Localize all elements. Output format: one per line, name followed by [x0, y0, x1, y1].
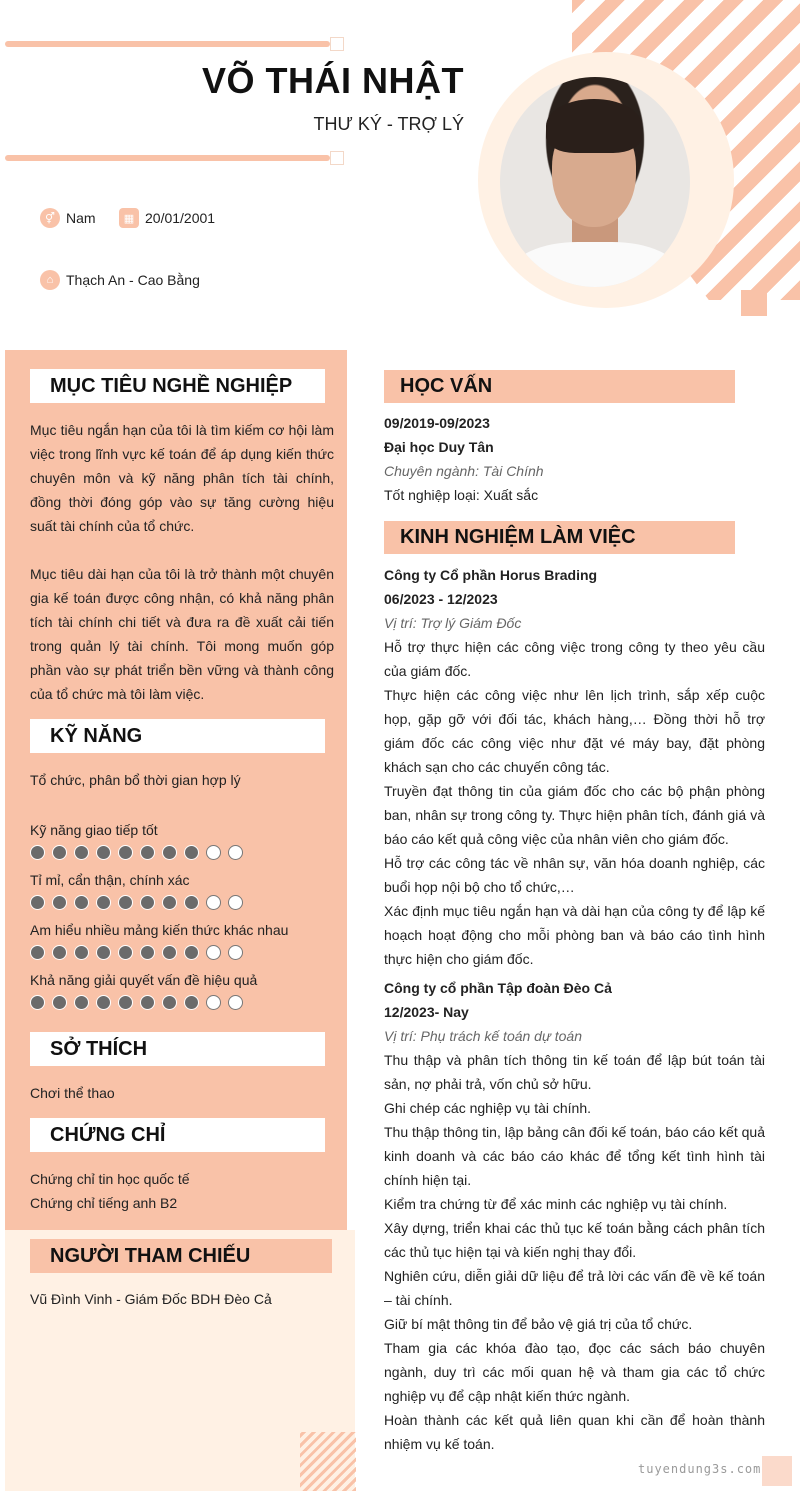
- rating-dot-filled: [52, 995, 67, 1010]
- rating-dot-empty: [228, 895, 243, 910]
- rating-dot-filled: [162, 895, 177, 910]
- gender-value: Nam: [66, 210, 96, 226]
- rating-dot-filled: [74, 845, 89, 860]
- rating-dot-filled: [162, 945, 177, 960]
- reference-text: Vũ Đình Vinh - Giám Đốc BDH Đèo Cả: [30, 1291, 272, 1307]
- rating-dot-filled: [140, 945, 155, 960]
- rating-dot-filled: [52, 895, 67, 910]
- rating-dot-filled: [140, 895, 155, 910]
- header-bar-top: [5, 41, 330, 47]
- job-period: 06/2023 - 12/2023: [384, 591, 498, 607]
- objective-long-term: Mục tiêu dài hạn của tôi là trở thành một chuyên gia kế toán được công nhận, có khả năng phân tích tài chính chi tiết và đưa ra đề xuất cải tiến trong quản lý tài chính. Tôi mong muốn góp phần vào sự phát triển bền vững và thành công của tổ chức mà tôi làm việc.: [30, 566, 334, 702]
- rating-dot-filled: [30, 995, 45, 1010]
- rating-dot-filled: [184, 945, 199, 960]
- header-bar-bottom-end: [330, 151, 344, 165]
- home-icon: ⌂: [40, 270, 60, 290]
- rating-dot-filled: [74, 945, 89, 960]
- header-bar-top-end: [330, 37, 344, 51]
- job-duty: Giữ bí mật thông tin để bảo vệ giá trị của tổ chức.: [384, 1316, 693, 1332]
- gender-icon: ⚥: [40, 208, 60, 228]
- rating-dot-filled: [118, 945, 133, 960]
- rating-dot-filled: [140, 995, 155, 1010]
- job-duty: Xác định mục tiêu ngắn hạn và dài hạn của công ty để lập kế hoạch hoạt động cho mỗi phòng ban và báo cáo tình hình thực hiện cho giám đốc.: [384, 903, 765, 967]
- rating-dot-filled: [52, 845, 67, 860]
- skill-label: Kỹ năng giao tiếp tốt: [30, 822, 158, 838]
- skill-rating: [30, 945, 243, 960]
- skills-heading: KỸ NĂNG: [30, 719, 325, 753]
- skill-rating: [30, 895, 243, 910]
- candidate-name: VÕ THÁI NHẬT: [202, 60, 464, 101]
- calendar-icon: ▦: [119, 208, 139, 228]
- header-bar-bottom: [5, 155, 330, 161]
- education-heading: HỌC VẤN: [384, 370, 735, 403]
- rating-dot-filled: [30, 945, 45, 960]
- job-period: 12/2023- Nay: [384, 1004, 469, 1020]
- cert-item: Chứng chỉ tiếng anh B2: [30, 1195, 178, 1211]
- skill-label: Tổ chức, phân bổ thời gian hợp lý: [30, 772, 241, 788]
- job-duty: Ghi chép các nghiệp vụ tài chính.: [384, 1100, 592, 1116]
- reference-heading: NGƯỜI THAM CHIẾU: [30, 1239, 332, 1273]
- objective-heading: MỤC TIÊU NGHỀ NGHIỆP: [30, 369, 325, 403]
- cert-item: Chứng chỉ tin học quốc tế: [30, 1171, 190, 1187]
- rating-dot-filled: [140, 845, 155, 860]
- watermark: tuyendung3s.com: [638, 1462, 762, 1476]
- rating-dot-filled: [52, 945, 67, 960]
- rating-dot-empty: [228, 995, 243, 1010]
- hobbies-text: Chơi thể thao: [30, 1085, 115, 1101]
- job-duty: Xây dựng, triển khai các thủ tục kế toán bằng cách phân tích các thủ tục hiện tại và kiến nghị thay đổi.: [384, 1220, 765, 1260]
- rating-dot-filled: [162, 995, 177, 1010]
- rating-dot-empty: [206, 845, 221, 860]
- decorative-corner-square: [762, 1456, 792, 1486]
- address-value: Thạch An - Cao Bằng: [66, 272, 200, 288]
- job-company: Công ty cổ phần Tập đoàn Đèo Cả: [384, 980, 612, 996]
- experience-heading: KINH NGHIỆM LÀM VIỆC: [384, 521, 735, 554]
- rating-dot-filled: [184, 895, 199, 910]
- skill-label: Khả năng giải quyết vấn đề hiệu quả: [30, 972, 258, 988]
- job-duty: Nghiên cứu, diễn giải dữ liệu để trả lời các vấn đề về kế toán – tài chính.: [384, 1268, 765, 1308]
- rating-dot-filled: [162, 845, 177, 860]
- rating-dot-filled: [96, 845, 111, 860]
- rating-dot-filled: [184, 995, 199, 1010]
- job-position: Vị trí: Trợ lý Giám Đốc: [384, 615, 522, 631]
- job-duty: Hỗ trợ thực hiện các công việc trong công ty theo yêu cầu của giám đốc.: [384, 639, 765, 679]
- rating-dot-filled: [118, 845, 133, 860]
- rating-dot-empty: [228, 845, 243, 860]
- skill-label: Tỉ mỉ, cẩn thận, chính xác: [30, 872, 190, 888]
- objective-short-term: Mục tiêu ngắn hạn của tôi là tìm kiếm cơ hội làm việc trong lĩnh vực kế toán để áp dụng kiến thức chuyên môn và kỹ năng phân tích tài chính, đồng thời đóng góp vào sự tăng cường hiệu suất tài chính của tổ chức.: [30, 422, 334, 534]
- rating-dot-filled: [30, 895, 45, 910]
- candidate-role: THƯ KÝ - TRỢ LÝ: [313, 114, 464, 134]
- rating-dot-filled: [30, 845, 45, 860]
- job-duty: Truyền đạt thông tin của giám đốc cho các bộ phận phòng ban, nhân sự trong công ty. Thực hiện phân tích, đánh giá và báo cáo kết quả công việc của nhân viên cho giám đốc.: [384, 783, 765, 847]
- decorative-square: [741, 290, 767, 316]
- education-period: 09/2019-09/2023: [384, 415, 490, 431]
- rating-dot-empty: [228, 945, 243, 960]
- rating-dot-empty: [206, 995, 221, 1010]
- rating-dot-filled: [118, 895, 133, 910]
- skill-label: Am hiểu nhiều mảng kiến thức khác nhau: [30, 922, 289, 938]
- birthdate-value: 20/01/2001: [145, 210, 216, 226]
- education-school: Đại học Duy Tân: [384, 439, 494, 455]
- job-duty: Thực hiện các công việc như lên lịch trình, sắp xếp cuộc họp, gặp gỡ với đối tác, khách hàng,… Đồng thời hỗ trợ giám đốc các công việc như đặt vé máy bay, đặt phòng khách sạn cho các chuyến công tác.: [384, 687, 765, 775]
- info-gender: [40, 208, 96, 228]
- job-position: Vị trí: Phụ trách kế toán dự toán: [384, 1028, 582, 1044]
- rating-dot-filled: [184, 845, 199, 860]
- rating-dot-filled: [74, 895, 89, 910]
- job-duty: Thu thập và phân tích thông tin kế toán để lập bút toán tài sản, nợ phải trả, vốn chủ sở hữu.: [384, 1052, 765, 1092]
- job-company: Công ty Cổ phần Horus Brading: [384, 567, 598, 583]
- info-address: [40, 270, 200, 290]
- education-grade: Tốt nghiệp loại: Xuất sắc: [384, 487, 539, 503]
- certs-heading: CHỨNG CHỈ: [30, 1118, 325, 1152]
- skill-rating: [30, 845, 243, 860]
- education-major: Chuyên ngành: Tài Chính: [384, 463, 544, 479]
- skill-rating: [30, 995, 243, 1010]
- rating-dot-empty: [206, 945, 221, 960]
- profile-photo: [500, 77, 690, 287]
- hobbies-heading: SỞ THÍCH: [30, 1032, 325, 1066]
- rating-dot-filled: [96, 895, 111, 910]
- job-duty: Hỗ trợ các công tác về nhân sự, văn hóa doanh nghiệp, các buổi họp nội bộ cho tổ chức,…: [384, 855, 765, 895]
- job-duty: Tham gia các khóa đào tạo, đọc các sách báo chuyên ngành, duy trì các mối quan hệ và tham gia các tổ chức nghiệp vụ để cập nhật kiến thức ngành.: [384, 1340, 765, 1404]
- rating-dot-filled: [96, 945, 111, 960]
- rating-dot-filled: [118, 995, 133, 1010]
- rating-dot-filled: [74, 995, 89, 1010]
- rating-dot-empty: [206, 895, 221, 910]
- rating-dot-filled: [96, 995, 111, 1010]
- job-duty: Hoàn thành các kết quả liên quan khi cần để hoàn thành nhiệm vụ kế toán.: [384, 1412, 765, 1452]
- info-birthdate: [119, 208, 215, 228]
- decorative-stripes-small: [300, 1432, 356, 1491]
- job-duty: Thu thập thông tin, lập bảng cân đối kế toán, báo cáo kết quả kinh doanh và các báo cáo khác để tổng kết tình hình tài chính hiện tại.: [384, 1124, 765, 1188]
- job-duty: Kiểm tra chứng từ để xác minh các nghiệp vụ tài chính.: [384, 1196, 728, 1212]
